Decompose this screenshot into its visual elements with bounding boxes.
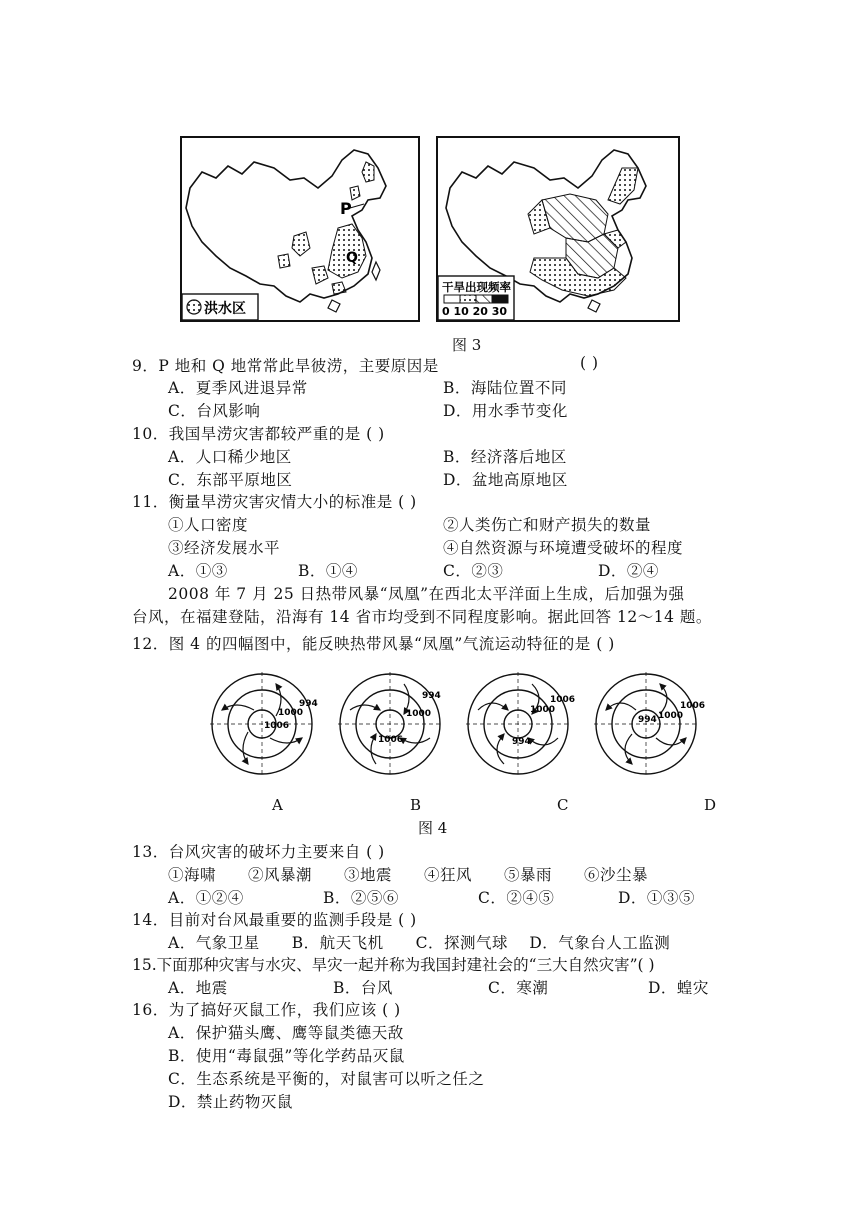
map-label-p: P (340, 199, 352, 218)
q10-stem: 10．我国旱涝灾害都较严重的是 ( ) (132, 425, 385, 443)
q16-option-c: C．生态系统是平衡的，对鼠害可以听之任之 (168, 1070, 485, 1088)
q12-stem: 12．图 4 的四幅图中，能反映热带风暴“凤凰”气流运动特征的是 ( ) (132, 635, 615, 653)
q9-stem: 9．P 地和 Q 地常常此旱彼涝，主要原因是 (132, 357, 439, 375)
q16-stem: 16．为了搞好灭鼠工作，我们应该 ( ) (132, 1001, 401, 1019)
legend-scale-box-10 (460, 295, 476, 303)
q13-option-b: B．②⑤⑥ (323, 889, 399, 907)
q11-item-4: ④自然资源与环境遭受破坏的程度 (443, 539, 684, 557)
legend-scale-box-30 (492, 295, 508, 303)
diagram-b-inner-label: 1006 (378, 735, 404, 745)
q13-stem: 13．台风灾害的破坏力主要来自 ( ) (132, 843, 385, 861)
diagram-a (210, 672, 318, 776)
diagram-a-inner-label: 1006 (264, 721, 290, 731)
q13-items: ①海啸 ②风暴潮 ③地震 ④狂风 ⑤暴雨 ⑥沙尘暴 (168, 866, 649, 884)
q11-item-1: ①人口密度 (168, 516, 249, 534)
diagram-b-outer-label: 994 (422, 691, 441, 701)
diagram-c-inner-label: 994 (512, 737, 531, 747)
drought-map-graphic (438, 138, 678, 320)
figure4-label-b: B (410, 796, 422, 814)
q9-option-c: C．台风影响 (168, 402, 261, 420)
q15-option-c: C．寒潮 (488, 979, 549, 997)
q13-option-a: A．①②④ (168, 889, 244, 907)
diagram-c-mid-label: 1000 (530, 705, 556, 715)
diagram-a-mid-label: 1000 (278, 708, 304, 718)
q9-option-b: B．海陆位置不同 (443, 379, 567, 397)
q9-option-a: A．夏季风进退异常 (168, 379, 308, 397)
flood-legend-symbol (187, 300, 201, 314)
flood-legend-label: 洪水区 (204, 301, 246, 317)
q9-option-d: D．用水季节变化 (443, 402, 568, 420)
q11-option-c: C．②③ (443, 562, 504, 580)
figure4-label-c: C (557, 796, 569, 814)
diagram-d-inner-label: 994 (638, 715, 657, 725)
q16-option-d: D．禁止药物灭鼠 (168, 1093, 293, 1111)
figure4-caption: 图 4 (418, 819, 448, 837)
q11-stem: 11．衡量旱涝灾害灾情大小的标准是 ( ) (132, 493, 417, 511)
q11-item-3: ③经济发展水平 (168, 539, 281, 557)
diagram-b-mid-label: 1000 (406, 709, 432, 719)
q15-stem: 15.下面那种灾害与水灾、旱灾一起并称为我国封建社会的“三大自然灾害”( ) (132, 956, 655, 974)
passage-line-2: 台风，在福建登陆，沿海有 14 省市均受到不同程度影响。据此回答 12～14 题。 (132, 608, 712, 626)
diagram-c (466, 672, 575, 776)
figure4-label-d: D (704, 796, 717, 814)
q14-stem: 14．目前对台风最重要的监测手段是 ( ) (132, 911, 417, 929)
figure3-caption: 图 3 (452, 336, 482, 354)
q13-option-d: D．①③⑤ (618, 889, 695, 907)
map-label-q: Q (346, 250, 358, 266)
q10-option-a: A．人口稀少地区 (168, 448, 292, 466)
diagram-d-outer-label: 1006 (680, 701, 706, 711)
drought-legend-title: 干旱出现频率 (442, 280, 511, 294)
diagram-c-outer-label: 1006 (550, 695, 576, 705)
drought-legend-scale: 0 10 20 30 (442, 305, 508, 318)
diagram-a-outer-label: 994 (299, 699, 318, 709)
drought-map (436, 136, 680, 322)
flood-map (180, 136, 420, 322)
diagram-b (338, 672, 442, 776)
q16-option-b: B．使用“毒鼠强”等化学药品灭鼠 (168, 1047, 405, 1065)
q13-option-c: C．②④⑤ (478, 889, 555, 907)
flood-map-graphic (182, 138, 418, 320)
q10-option-d: D．盆地高原地区 (443, 471, 568, 489)
q10-option-b: B．经济落后地区 (443, 448, 567, 466)
legend-scale-box-20 (476, 295, 492, 303)
q9-bracket: ( ) (580, 354, 599, 372)
q11-option-b: B．①④ (298, 562, 358, 580)
diagram-d-mid-label: 1000 (658, 711, 684, 721)
figure4-label-a: A (272, 796, 283, 814)
legend-scale-box-0 (444, 295, 460, 303)
q10-option-c: C．东部平原地区 (168, 471, 293, 489)
q15-option-a: A．地震 (168, 979, 228, 997)
q14-options: A．气象卫星 B．航天飞机 C．探测气球 D．气象台人工监测 (168, 934, 671, 952)
passage-line-1: 2008 年 7 月 25 日热带风暴“凤凰”在西北太平洋面上生成，后加强为强 (168, 585, 685, 603)
diagram-d (594, 672, 705, 776)
q11-option-d: D．②④ (598, 562, 659, 580)
figure4-diagrams (206, 672, 726, 782)
q15-option-b: B．台风 (333, 979, 393, 997)
q11-item-2: ②人类伤亡和财产损失的数量 (443, 516, 652, 534)
q16-option-a: A．保护猫头鹰、鹰等鼠类德天敌 (168, 1024, 404, 1042)
q11-option-a: A．①③ (168, 562, 228, 580)
q15-option-d: D．蝗灾 (648, 979, 709, 997)
